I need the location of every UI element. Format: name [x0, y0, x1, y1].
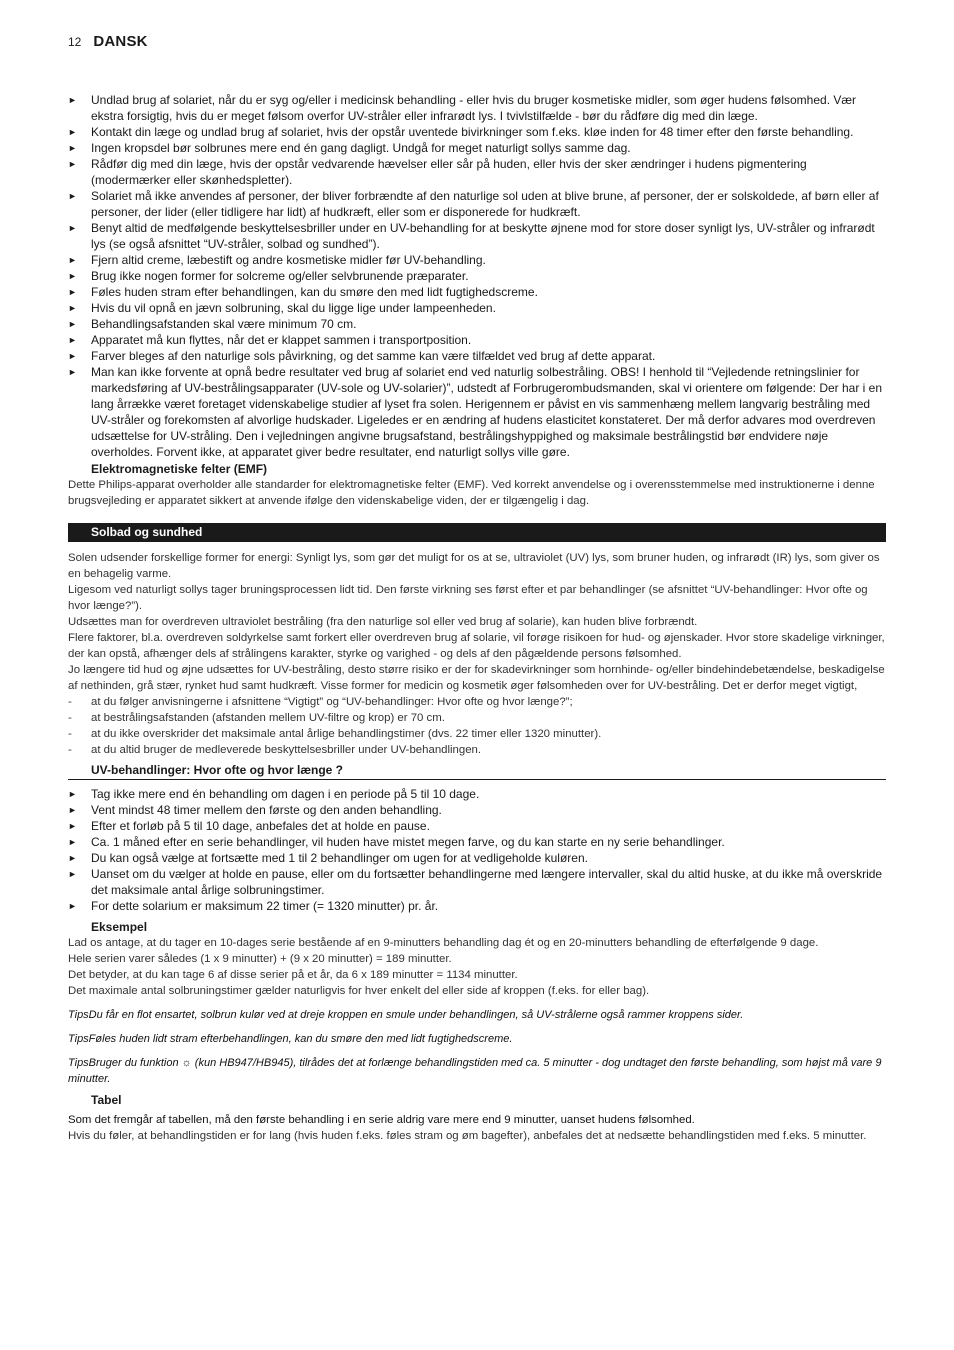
list-item: ► Efter et forløb på 5 til 10 dage, anbefales det at holde en pause.	[68, 819, 430, 833]
arrow-bullet-icon: ►	[68, 805, 77, 815]
list-item: ► Benyt altid de medfølgende beskyttelsesbriller under en UV-behandling for at beskytte øjnene mod for store doser synligt lys, UV-stråler og infrarødt lys (se også afsnittet “UV-stråler, solbad og sundhed”).	[68, 221, 875, 251]
arrow-bullet-icon: ►	[68, 319, 77, 329]
list-item: ► Farver bleges af den naturlige sols påvirkning, og det samme kan være tilfældet ved brug af dette apparat.	[68, 349, 656, 363]
list-item: ► For dette solarium er maksimum 22 timer (= 1320 minutter) pr. år.	[68, 899, 439, 913]
eksempel-paragraph: Det betyder, at du kan tage 6 af disse serier på et år, da 6 x 189 minutter = 1134 minutter.	[68, 969, 518, 981]
solbad-paragraph: Udsættes man for overdreven ultraviolet bestråling (fra den naturlige sol eller ved brug af solarie), kan huden blive forbrændt.	[68, 616, 698, 628]
sun-function-icon: ☼	[181, 1057, 192, 1069]
arrow-bullet-icon: ►	[68, 271, 77, 281]
arrow-bullet-icon: ►	[68, 303, 77, 313]
list-item: ► Du kan også vælge at fortsætte med 1 til 2 behandlinger om ugen for at vedligeholde kuløren.	[68, 851, 588, 865]
arrow-bullet-icon: ►	[68, 287, 77, 297]
eksempel-paragraph: Hele serien varer således (1 x 9 minutter) + (9 x 20 minutter) = 189 minutter.	[68, 953, 452, 965]
arrow-bullet-icon: ►	[68, 159, 77, 169]
arrow-bullet-icon: ►	[68, 821, 77, 831]
solbad-paragraph: Jo længere tid hud og øjne udsættes for UV-bestråling, desto større risiko er der for skadevirkninger som hornhinde- og/eller bindehindebetændelse, beskadigelse af nethinden, grå stær, rynket hud samt hudkræft. Visse former for medicin og kosmetik øger følsomheden over for UV-bestråling. Det er derfor meget vigtigt,	[68, 664, 885, 692]
tabel-line: Hvis du føler, at behandlingstiden er for lang (hvis huden f.eks. føles stram og øm bagefter), anbefales det at nedsætte behandlingstiden med f.eks. 5 minutter.	[68, 1130, 867, 1142]
solbad-paragraph: Flere faktorer, bl.a. overdreven soldyrkelse samt forkert eller overdreven brug af solarie, vil forøge risikoen for hud- og øjenskader. Hvor store skadelige virkninger, der kan opstå, afhænger dels af strålingens karakter, styrke og varighed - og dels af den pågældende persons følsomhed.	[68, 632, 885, 660]
arrow-bullet-icon: ►	[68, 191, 77, 201]
arrow-bullet-icon: ►	[68, 95, 77, 105]
emf-heading: Elektromagnetiske felter (EMF)	[91, 462, 268, 476]
list-item: ► Rådfør dig med din læge, hvis der opstår vedvarende hævelser eller sår på huden, eller hvis der sker ændringer i hudens pigmentering (modermærker eller skønhedspletter).	[68, 157, 807, 187]
language-title: DANSK	[93, 33, 148, 50]
uv-heading: UV-behandlinger: Hvor ofte og hvor længe ?	[68, 762, 886, 780]
page-content	[68, 92, 886, 1144]
list-item: - at du følger anvisningerne i afsnittene “Vigtigt” og “UV-behandlinger: Hvor ofte og hvor længe?”;	[68, 696, 573, 708]
arrow-bullet-icon: ►	[68, 335, 77, 345]
list-item: ► Behandlingsafstanden skal være minimum 70 cm.	[68, 317, 357, 331]
arrow-bullet-icon: ►	[68, 853, 77, 863]
tip-text: TipsFøles huden lidt stram efterbehandlingen, kan du smøre den med lidt fugtighedscreme.	[68, 1033, 513, 1045]
tabel-line: Som det fremgår af tabellen, må den første behandling i en serie aldrig vare mere end 9 minutter, uanset hudens følsomhed.	[68, 1114, 695, 1126]
list-item: ► Ca. 1 måned efter en serie behandlinger, vil huden have mistet megen farve, og du kan starte en ny serie behandlinger.	[68, 835, 725, 849]
arrow-bullet-icon: ►	[68, 837, 77, 847]
list-item: ► Ingen kropsdel bør solbrunes mere end én gang dagligt. Undgå for meget naturligt sollys samme dag.	[68, 141, 631, 155]
eksempel-heading: Eksempel	[91, 920, 148, 934]
eksempel-paragraph: Det maximale antal solbruningstimer gælder naturligvis for hver enkelt del eller side af kroppen (f.eks. for eller bag).	[68, 985, 650, 997]
page-header	[68, 33, 148, 53]
list-item: ► Føles huden stram efter behandlingen, kan du smøre den med lidt fugtighedscreme.	[68, 285, 538, 299]
warning-list	[68, 92, 886, 460]
tip-text: TipsBruger du funktion ☼ (kun HB947/HB945), tilrådes det at forlænge behandlingstiden med ca. 5 minutter - dog undtaget den første behandling, som højst må vare 9 minutter.	[68, 1057, 882, 1085]
arrow-bullet-icon: ►	[68, 127, 77, 137]
list-item: ► Fjern altid creme, læbestift og andre kosmetiske midler før UV-behandling.	[68, 253, 486, 267]
emf-text: Dette Philips-apparat overholder alle standarder for elektromagnetiske felter (EMF). Ved korrekt anvendelse og i overensstemmelse med instruktionerne i denne brugsvejleding er apparatet sikkert at anvende ifølge den videnskabelige viden, der er tilgængelig i dag.	[68, 479, 875, 507]
list-item: ► Vent mindst 48 timer mellem den første og den anden behandling.	[68, 803, 442, 817]
list-item: ► Undlad brug af solariet, når du er syg og/eller i medicinsk behandling - eller hvis du bruger kosmetiske midler, som øger hudens følsomhed. Vær ekstra forsigtig, hvis du er meget følsom overfor UV-stråler eller infrarødt lys. I tvivlstilfælde - bør du rådføre dig med din læge.	[68, 93, 857, 123]
solbad-paragraph: Solen udsender forskellige former for energi: Synligt lys, som gør det muligt for os at se, ultraviolet (UV) lys, som bruner huden, og infrarødt (IR) lys, som giver os en behagelig varme.	[68, 552, 880, 580]
arrow-bullet-icon: ►	[68, 869, 77, 879]
page-number: 12	[68, 35, 82, 49]
tabel-heading: Tabel	[91, 1093, 122, 1107]
arrow-bullet-icon: ►	[68, 367, 77, 377]
dash-list	[68, 694, 886, 758]
tip-text: TipsDu får en flot ensartet, solbrun kulør ved at dreje kroppen en smule under behandlingen, så UV-strålerne også rammer kroppens sider.	[68, 1009, 744, 1021]
list-item: - at bestrålingsafstanden (afstanden mellem UV-filtre og krop) er 70 cm.	[68, 712, 445, 724]
list-item: ► Uanset om du vælger at holde en pause, eller om du fortsætter behandlingerne med længere intervaller, skal du altid huske, at du ikke må overskride det maksimale antal årlige solbruningstimer.	[68, 867, 883, 897]
list-item: ► Solariet må ikke anvendes af personer, der bliver forbrændte af den naturlige sol uden at blive brune, af personer, der er solskoldede, af børn eller af personer, der lider (eller tidligere har lidt) af hudkræft, eller som er disponerede for hudkræft.	[68, 189, 879, 219]
uv-list	[68, 786, 886, 914]
list-item: ► Kontakt din læge og undlad brug af solariet, hvis der opstår uventede bivirkninger som f.eks. kløe inden for 48 timer efter den første behandling.	[68, 125, 854, 139]
arrow-bullet-icon: ►	[68, 351, 77, 361]
list-item: - at du altid bruger de medleverede beskyttelsesbriller under UV-behandlingen.	[68, 744, 482, 756]
solbad-paragraph: Ligesom ved naturligt sollys tager bruningsprocessen lidt tid. Den første virkning ses først efter et par behandlinger (se afsnittet “UV-behandlinger: Hvor ofte og hvor længe?”).	[68, 584, 868, 612]
eksempel-paragraph: Lad os antage, at du tager en 10-dages serie bestående af en 9-minutters behandling dag ét og en 20-minutters behandling de efterfølgende 9 dage.	[68, 937, 819, 949]
list-item: ► Apparatet må kun flyttes, når det er klappet sammen i transportposition.	[68, 333, 472, 347]
arrow-bullet-icon: ►	[68, 255, 77, 265]
arrow-bullet-icon: ►	[68, 143, 77, 153]
list-item: ► Hvis du vil opnå en jævn solbruning, skal du ligge lige under lampeenheden.	[68, 301, 496, 315]
list-item: ► Brug ikke nogen former for solcreme og/eller selvbrunende præparater.	[68, 269, 469, 283]
section-bar-solbad: Solbad og sundhed	[68, 523, 886, 542]
list-item: ► Tag ikke mere end én behandling om dagen i en periode på 5 til 10 dage.	[68, 787, 480, 801]
list-item: - at du ikke overskrider det maksimale antal årlige behandlingstimer (dvs. 22 timer eller 1320 minutter).	[68, 728, 602, 740]
arrow-bullet-icon: ►	[68, 223, 77, 233]
list-item: ► Man kan ikke forvente at opnå bedre resultater ved brug af solariet end ved naturlig solbestråling. OBS! I henhold til “Vejledende retningslinier for markedsføring af UV-bestrålingsapparater (UV-sole og UV-solarier)”, udstedt af Forbrugerombudsmanden, skal vi orientere om følgende: Der har i en lang årrække været foretaget videnskabelige studier af lyset fra solen. Herigennem er påvist en vis sammenhæng mellem langvarig bestråling med UV-stråler og forekomsten af alvorlige hudskader. Ligeledes er en ændring af hudens elasticitet konstateret. Der må derfor advares mod overdreven udsættelse for UV-stråling. Den i vejledningen angivne brugsafstand, bestrålingshyppighed og maksimale bestrålingstid bør endvidere nøje overholdes. Forvent ikke, at apparatet giver bedre resultater, end naturligt sollys ville gøre.	[68, 365, 883, 459]
arrow-bullet-icon: ►	[68, 789, 77, 799]
arrow-bullet-icon: ►	[68, 901, 77, 911]
